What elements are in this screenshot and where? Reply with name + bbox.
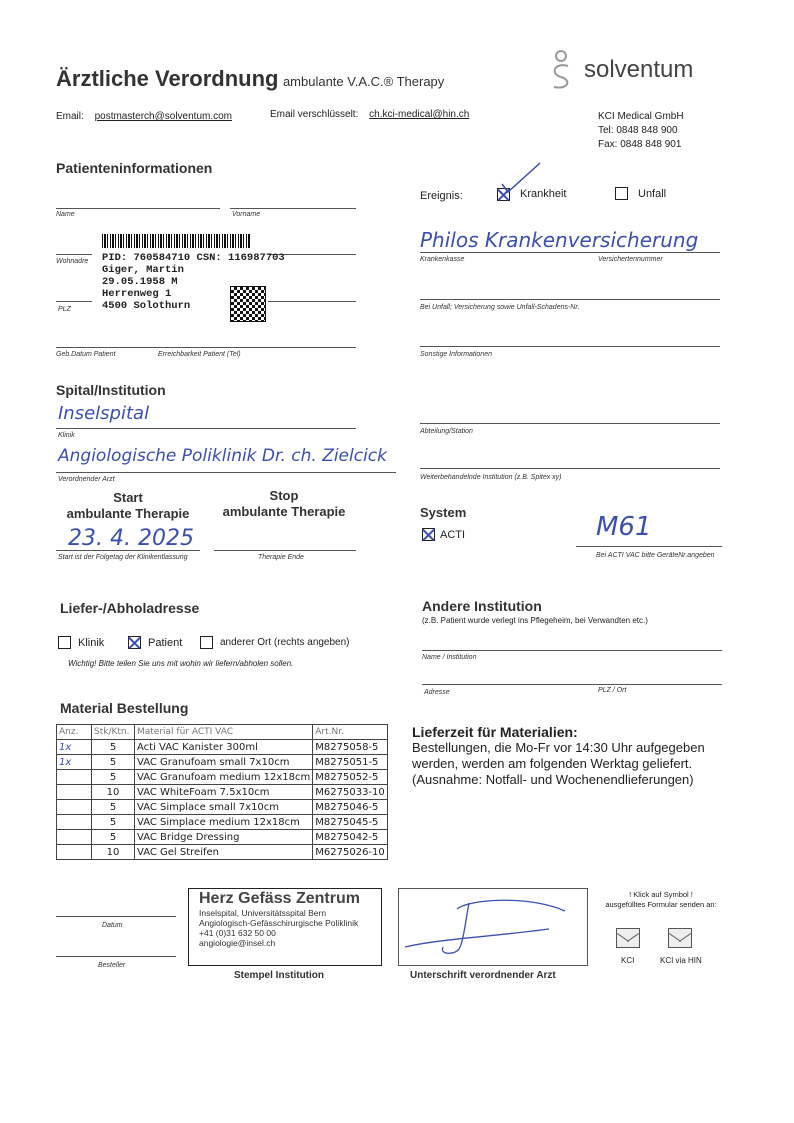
lieferzeit-text1: Bestellungen, die Mo-Fr vor 14:30 Uhr aufgegeben: [412, 740, 705, 755]
email-link[interactable]: postmasterch@solventum.com: [94, 111, 232, 122]
material-cell: VAC Granufoam medium 12x18cm: [135, 770, 313, 785]
art-cell: M6275026-10: [313, 845, 388, 860]
solventum-logo-icon: [548, 48, 574, 97]
name-line: [56, 208, 220, 209]
table-row: [57, 815, 388, 830]
device-value: M61: [596, 512, 652, 542]
stk-cell: 5: [92, 740, 135, 755]
material-heading: Material Bestellung: [60, 700, 189, 716]
spital-heading: Spital/Institution: [56, 382, 166, 398]
stop-heading-line2: ambulante Therapie: [222, 504, 346, 519]
plz-label: PLZ: [58, 306, 71, 313]
klinik-label: Klinik: [58, 432, 75, 439]
krankenkasse-label: Krankenkasse: [420, 256, 465, 263]
sticker-street: Herrenweg 1: [102, 288, 172, 300]
kci-hin-mail-icon[interactable]: [668, 928, 692, 948]
lieferzeit-block: [412, 724, 705, 788]
table-row: [57, 800, 388, 815]
stop-line: [214, 550, 356, 551]
signature-box[interactable]: [398, 888, 588, 966]
title: Ärztliche Verordnung: [56, 66, 279, 91]
geb-line: [56, 347, 356, 348]
material-cell: VAC Granufoam small 7x10cm: [135, 755, 313, 770]
liefer-note: Wichtig! Bitte teilen Sie uns mit wohin wir liefern/abholen sollen.: [68, 659, 294, 668]
stamp-line2: Angiologisch-Gefässchirurgische Poliklinik: [199, 918, 359, 928]
stempel-label: Stempel Institution: [234, 970, 324, 981]
acti-checkbox[interactable]: [422, 528, 435, 541]
sticker-pid: PID: 760584710 CSN: 116987703: [102, 252, 285, 264]
weiter-label: Weiterbehandelnde Institution (z.B. Spitex xy): [420, 474, 562, 481]
arzt-line: [56, 472, 396, 473]
signature-icon: [399, 889, 587, 965]
sticker-dob: 29.05.1958 M: [102, 276, 178, 288]
name-label: Name: [56, 211, 75, 218]
versicherten-label: Versichertennummer: [598, 256, 663, 263]
header-anz: Anz.: [57, 725, 92, 740]
abteilung-line: [420, 423, 720, 424]
start-label: Start ist der Folgetag der Klinikentlassung: [58, 554, 188, 561]
anz-cell[interactable]: [57, 785, 92, 800]
brand-name: solventum: [584, 56, 694, 83]
stamp-title: Herz Gefäss Zentrum: [199, 890, 360, 907]
stk-cell: 5: [92, 755, 135, 770]
stop-heading-line1: Stop: [269, 488, 299, 503]
anz-cell[interactable]: [57, 830, 92, 845]
andere-plz-label: PLZ / Ort: [598, 687, 627, 694]
datum-label: Datum: [102, 922, 123, 929]
art-cell: M8275051-5: [313, 755, 388, 770]
material-header-row: [57, 725, 388, 740]
anz-cell[interactable]: [57, 770, 92, 785]
liefer-anderer-checkbox[interactable]: [200, 636, 213, 649]
stamp-line3: +41 (0)31 632 50 00: [199, 928, 276, 938]
material-cell: VAC Gel Streifen: [135, 845, 313, 860]
art-cell: M8275052-5: [313, 770, 388, 785]
vorname-label: Vorname: [232, 211, 261, 218]
unfall-checkbox[interactable]: [615, 187, 628, 200]
send-instructions: [596, 890, 726, 910]
start-heading-line1: Start: [113, 490, 143, 505]
unfall-label: Unfall: [638, 188, 667, 200]
besteller-label: Besteller: [98, 962, 126, 969]
andere-name-line: [422, 650, 722, 651]
company-tel: Tel: 0848 848 900: [598, 125, 678, 136]
institution-stamp: [188, 888, 382, 966]
table-row: [57, 770, 388, 785]
table-row: [57, 755, 388, 770]
art-cell: M8275042-5: [313, 830, 388, 845]
kci-hin-label: KCI via HIN: [660, 956, 702, 965]
stk-cell: 10: [92, 785, 135, 800]
acti-label: ACTI: [440, 529, 466, 541]
enc-email-row: [270, 109, 469, 120]
anz-cell[interactable]: 1x: [57, 740, 92, 755]
art-cell: M6275033-10: [313, 785, 388, 800]
start-heading: [58, 490, 198, 522]
liefer-heading: Liefer-/Abholadresse: [60, 600, 200, 616]
barcode-icon: [102, 234, 250, 248]
stk-cell: 5: [92, 830, 135, 845]
email-label: Email:: [56, 111, 84, 122]
start-date-value: 23. 4. 2025: [68, 526, 194, 551]
andere-adresse-line: [422, 684, 722, 685]
material-cell: VAC Simplace medium 12x18cm: [135, 815, 313, 830]
enc-email-label: Email verschlüsselt:: [270, 109, 359, 120]
krankenkasse-line: [420, 252, 720, 253]
lieferzeit-text2: werden, werden am folgenden Werktag geliefert.: [412, 756, 693, 771]
subtitle: ambulante V.A.C.® Therapy: [282, 74, 445, 89]
andere-adresse-label: Adresse: [424, 689, 450, 696]
material-table: [56, 724, 388, 860]
anz-cell[interactable]: [57, 800, 92, 815]
sticker-city: 4500 Solothurn: [102, 300, 191, 312]
art-cell: M8275058-5: [313, 740, 388, 755]
material-cell: VAC Bridge Dressing: [135, 830, 313, 845]
enc-email-link[interactable]: ch.kci-medical@hin.ch: [369, 109, 470, 120]
klick-line1: ! Klick auf Symbol !: [629, 890, 693, 899]
liefer-patient-checkbox[interactable]: [128, 636, 141, 649]
liefer-klinik-label: Klinik: [78, 637, 105, 649]
stamp-line4: angiologie@insel.ch: [199, 938, 276, 948]
datum-line: [56, 916, 176, 917]
art-cell: M8275045-5: [313, 815, 388, 830]
arzt-value: Angiologische Poliklinik Dr. ch. Zielcick: [58, 446, 388, 466]
weiter-line: [420, 468, 720, 469]
header-material: Material für ACTI VAC: [135, 725, 313, 740]
stk-cell: 5: [92, 815, 135, 830]
stk-cell: 5: [92, 800, 135, 815]
table-row: [57, 785, 388, 800]
anz-cell[interactable]: [57, 815, 92, 830]
lieferzeit-heading: Lieferzeit für Materialien:: [412, 724, 578, 740]
header-art: Art.Nr.: [313, 725, 388, 740]
stk-cell: 5: [92, 770, 135, 785]
table-row: [57, 845, 388, 860]
table-row: [57, 740, 388, 755]
abteilung-label: Abteilung/Station: [420, 428, 473, 435]
material-cell: Acti VAC Kanister 300ml: [135, 740, 313, 755]
arzt-label: Verordnender Arzt: [58, 476, 115, 483]
stamp-line1: Inselspital, Universitätsspital Bern: [199, 908, 327, 918]
art-cell: M8275046-5: [313, 800, 388, 815]
besteller-line: [56, 956, 176, 957]
andere-sub: (z.B. Patient wurde verlegt ins Pflegeheim, bei Verwandten etc.): [422, 616, 648, 625]
material-cell: VAC Simplace small 7x10cm: [135, 800, 313, 815]
krankheit-label: Krankheit: [520, 188, 567, 200]
stk-cell: 10: [92, 845, 135, 860]
kci-label: KCI: [621, 956, 635, 965]
sonstige-line: [420, 346, 720, 347]
start-heading-line2: ambulante Therapie: [66, 506, 190, 521]
sonstige-label: Sonstige Informationen: [420, 351, 492, 358]
header-stk: Stk/Ktn.: [92, 725, 135, 740]
sticker-name: Giger, Martin: [102, 264, 184, 276]
geb-label: Geb.Datum Patient: [56, 351, 116, 358]
email-row: [56, 111, 232, 122]
liefer-anderer-label: anderer Ort (rechts angeben): [220, 637, 350, 648]
krankenkasse-value: Philos Krankenversicherung: [420, 228, 699, 252]
company-name: KCI Medical GmbH: [598, 111, 684, 122]
table-row: [57, 830, 388, 845]
wohnadresse-label: Wohnadre: [56, 258, 89, 265]
start-line: [56, 550, 200, 551]
kci-mail-icon[interactable]: [616, 928, 640, 948]
andere-name-label: Name / Institution: [422, 654, 477, 661]
device-label: Bei ACTI VAC bitte GeräteNr.angeben: [596, 552, 715, 559]
vorname-line: [230, 208, 356, 209]
ereignis-label: Ereignis:: [420, 190, 463, 202]
stop-heading: [214, 488, 354, 520]
klinik-value: Inselspital: [58, 403, 150, 424]
device-line: [576, 546, 722, 547]
material-cell: VAC WhiteFoam 7.5x10cm: [135, 785, 313, 800]
qr-code-icon: [230, 286, 266, 322]
anz-cell[interactable]: 1x: [57, 755, 92, 770]
system-heading: System: [420, 505, 467, 520]
liefer-patient-label: Patient: [148, 637, 183, 649]
ende-label: Therapie Ende: [258, 554, 304, 561]
erreich-label: Erreichbarkeit Patient (Tel): [158, 351, 241, 358]
andere-heading: Andere Institution: [422, 598, 542, 614]
unfall-line: [420, 299, 720, 300]
patient-sticker: [92, 232, 285, 326]
klinik-line: [56, 428, 356, 429]
lieferzeit-text3: (Ausnahme: Notfall- und Wochenendlieferungen): [412, 772, 694, 787]
company-fax: Fax: 0848 848 901: [598, 139, 682, 150]
unterschrift-label: Unterschrift verordnender Arzt: [410, 970, 556, 981]
patient-heading: Patienteninformationen: [56, 160, 213, 176]
anz-cell[interactable]: [57, 845, 92, 860]
klick-line2: ausgefülltes Formular senden an:: [605, 900, 717, 909]
liefer-klinik-checkbox[interactable]: [58, 636, 71, 649]
company-block: [598, 110, 684, 152]
form-title: [56, 66, 444, 92]
unfall-info-label: Bei Unfall; Versicherung sowie Unfall-Schadens-Nr.: [420, 304, 580, 311]
